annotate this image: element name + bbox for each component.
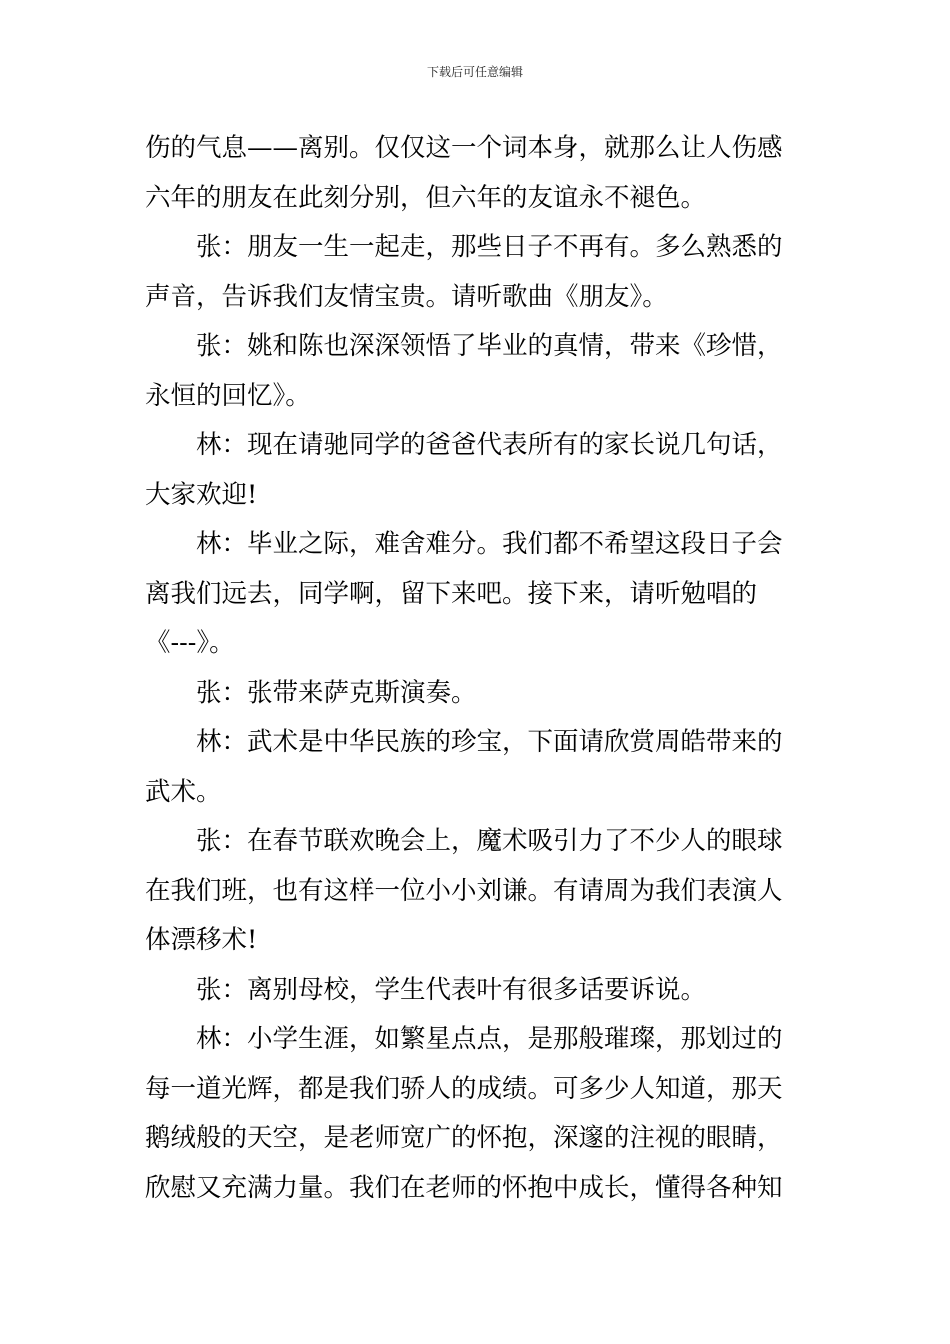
text-line: 林：武术是中华民族的珍宝，下面请欣赏周皓带来的 — [196, 727, 783, 757]
text-line: 林：毕业之际，难舍难分。我们都不希望这段日子会 — [196, 529, 783, 559]
text-line: 伤的气息——离别。仅仅这一个词本身，就那么让人伤感 — [145, 133, 783, 163]
text-line: 张：离别母校，学生代表叶有很多话要诉说。 — [196, 974, 707, 1005]
text-line: 体漂移术! — [145, 925, 258, 955]
text-line: 林：小学生涯，如繁星点点，是那般璀璨，那划过的 — [196, 1024, 783, 1054]
text-line: 大家欢迎! — [145, 479, 258, 510]
text-line: 张：姚和陈也深深领悟了毕业的真情，带来《珍惜， — [196, 331, 783, 361]
text-line: 武术。 — [145, 776, 222, 807]
text-line: 张：朋友一生一起走，那些日子不再有。多么熟悉的 — [196, 232, 783, 262]
page-header: 下载后可任意编辑 — [426, 65, 523, 79]
text-line: 鹅绒般的天空，是老师宽广的怀抱，深邃的注视的眼睛， — [145, 1123, 783, 1153]
text-line: 张：张带来萨克斯演奏。 — [196, 677, 477, 708]
text-line: 林：现在请驰同学的爸爸代表所有的家长说几句话， — [196, 430, 783, 460]
document-body — [145, 124, 810, 1213]
text-line: 在我们班，也有这样一位小小刘谦。有请周为我们表演人 — [145, 875, 783, 906]
text-line: 每一道光辉，都是我们骄人的成绩。可多少人知道，那天 — [145, 1073, 783, 1104]
text-line: 张：在春节联欢晚会上，魔术吸引力了不少人的眼球 — [196, 826, 783, 856]
text-line: 永恒的回忆》。 — [145, 380, 311, 411]
text-line: 声音，告诉我们友情宝贵。请听歌曲《朋友》。 — [145, 281, 668, 312]
text-line: 离我们远去，同学啊，留下来吧。接下来，请听勉唱的 — [145, 578, 758, 609]
text-line: 《---》。 — [145, 628, 235, 658]
text-line: 欣慰又充满力量。我们在老师的怀抱中成长，懂得各种知 — [145, 1172, 783, 1203]
text-line: 六年的朋友在此刻分别，但六年的友谊永不褪色。 — [145, 182, 707, 213]
